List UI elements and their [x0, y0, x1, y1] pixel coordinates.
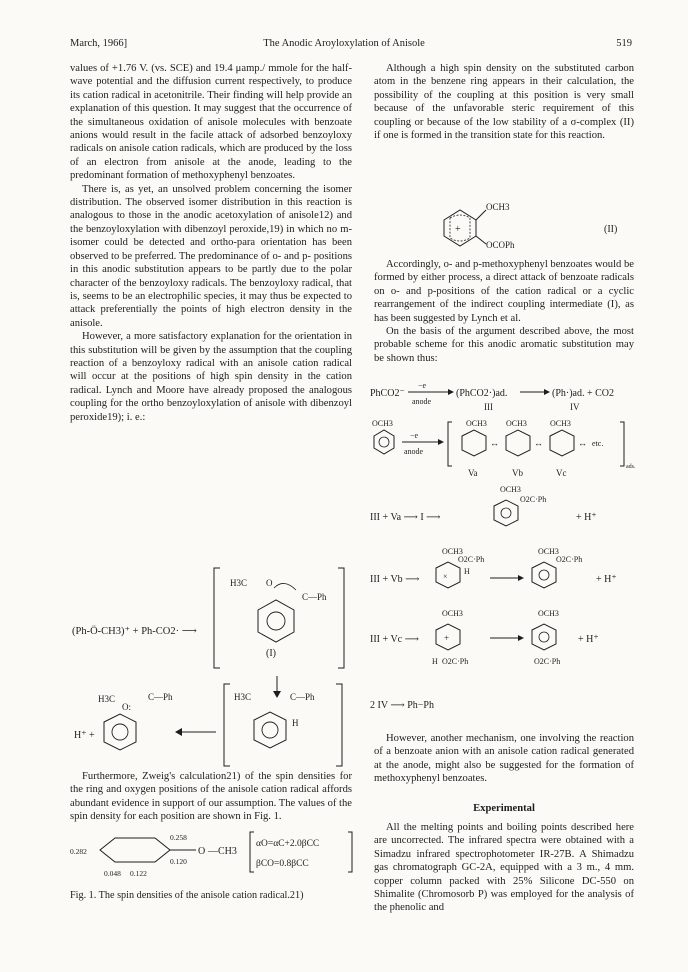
benzene-ring [258, 600, 294, 642]
benzene-ring [104, 714, 136, 750]
spin-density-value: 0.282 [70, 847, 87, 856]
benzoyloxy-label: O2C·Ph [520, 495, 547, 504]
oxygen-label: O [198, 846, 206, 857]
ring-outline [100, 838, 170, 862]
oxygen-label: O [266, 578, 273, 588]
header-date: March, 1966] [70, 38, 128, 49]
right-column-middle [374, 258, 634, 365]
methoxy-label: OCH3 [442, 547, 463, 556]
paragraph: However, a more satisfactory explanation for the orientation in this substitution will be given by the assumption that the coupling reaction of a benzoyloxy radical with an anisole cation radical will occur at the positions of high spin density in the cation radical. Lynch and Moore have already proposed the analogous coupling for the ortho benzoyloxylation of anisole with dibenzoyl peroxide19); i. e.: [70, 331, 352, 423]
compound-label: Vb [512, 468, 523, 478]
coupling-scheme-figure [70, 560, 355, 770]
compound-label: Vc [556, 468, 567, 478]
paragraph: Although a high spin density on the substituted carbon atom in the benzene ring appears in their calculation, the possibility of the coupling at this position is very small because of the unfavorable steric requirement of this coupling or because of the low stability of a σ-complex (II) if one is formed in the transition state for this reaction. [374, 63, 634, 142]
methoxy-label: OCH3 [506, 419, 527, 428]
spin-density-value: 0.258 [170, 833, 187, 842]
methoxy-label: OCH3 [550, 419, 571, 428]
intermediate-label: (I) [266, 648, 276, 659]
scheme-reactant: (Ph-Ö-CH3)⁺ + Ph-CO2· ⟶ [72, 626, 197, 637]
benzoyloxy-label: O2C·Ph [556, 555, 583, 564]
reaction-equation: III + Vc ⟶ [370, 634, 419, 645]
svg-text:↔: ↔ [578, 438, 587, 448]
equation: αO=αC+2.0βCC [256, 839, 320, 849]
benzene-ring [254, 712, 286, 748]
reaction-equation: III + Va ⟶ I ⟶ [370, 512, 441, 523]
methyl-label: —CH3 [208, 846, 237, 857]
reaction-scheme-figure [370, 382, 642, 722]
paragraph: However, another mechanism, one involving the reaction of a benzoate anion with an anisole cation radical generated at the anode, might also be suggested for the formation of methoxyphenyl benzoates. [374, 733, 634, 785]
adsorbed-label: ads. [626, 464, 636, 470]
paragraph: values of +1.76 V. (vs. SCE) and 19.4 μamp./ mmole for the half-wave potential and the diffusion current respectively, to produce its cation radical in acetonitrile. Their finding will help provide an explanation of this question. It may suggest that the occurrence of the simultaneous oxidation of anisole molecules with benzoate anions would result in the facile attack of adsorbed benzoyloxy radicals on anisole cation radicals, which are produced by the loss of an electron from anisole at the anode, leading to the predominant formation of methoxyphenyl benzoates. [70, 63, 352, 182]
benzene-ring [462, 430, 486, 456]
paragraph: There is, as yet, an unsolved problem concerning the isomer distribution. The observed isomer distribution in this reaction is analogous to those in the anodic acetoxylation of anisole12) and the benzoyloxylation with dibenzoyl peroxide,19) in which no m-isomer could be detected and ortho-para orientation has been observed to be preferred. The predominance of o- and p- positions in this anodic substitution appears to be partly due to the polar character of the benzoyloxy radicals. The benzoyloxy radical, that is, seems to be an electrophilic species, it may thus be expected to attack preferentially the points of high electron density in the anisole. [70, 183, 352, 329]
spin-density-value: 0.048 [104, 869, 121, 878]
benzoate-label: PhCO2⁻ [370, 388, 405, 399]
paragraph: On the basis of the argument described above, the most probable scheme for this anodic aromatic substitution may be shown thus: [374, 326, 634, 364]
anode-label: anode [404, 447, 424, 456]
benzoyloxy-label: O2C·Ph [442, 657, 469, 666]
hydrogen-label: H [464, 567, 470, 576]
svg-text:↔: ↔ [490, 438, 499, 448]
benzene-ring [374, 430, 394, 454]
electron-loss-label: −e [418, 382, 427, 390]
electron-loss-label: −e [410, 431, 419, 440]
reaction-equation: III + Vb ⟶ [370, 574, 420, 585]
carbonyl-ph-label: C—Ph [302, 592, 327, 602]
methoxy-label: OCH3 [486, 202, 510, 212]
methoxy-label: OCH3 [466, 419, 487, 428]
compound-label: (II) [604, 224, 618, 235]
paragraph: Accordingly, o- and p-methoxyphenyl benzoates would be formed by either process, a direct attack of benzoate radicals on o- and p-positions of the cation radical or a cyclic rearrangement of the indirect coupling intermediate (I), as has been suggested by Lynch et al. [374, 259, 634, 324]
h-plus-label: H⁺ + [74, 730, 95, 741]
benzene-ring [506, 430, 530, 456]
proton-label: + H⁺ [576, 512, 597, 523]
proton-label: + H⁺ [578, 634, 599, 645]
spin-density-value: 0.122 [130, 869, 147, 878]
paragraph: Furthermore, Zweig's calculation21) of the spin densities for the ring and oxygen positions of the anisole cation radical affords abundant evidence in support of our assumption. The values of the spin density for each position are shown in Fig. 1. [70, 771, 352, 823]
h3c-label: H3C [234, 692, 252, 702]
methoxy-label: OCH3 [372, 419, 393, 428]
h3c-label: H3C [98, 694, 116, 704]
hydrogen-label: H [292, 718, 299, 728]
phenyl-radical-label: (Ph·)ad. + CO2 [552, 388, 615, 399]
methoxy-label: OCH3 [500, 485, 521, 494]
anode-label: anode [412, 397, 432, 406]
positive-charge: + [455, 224, 461, 235]
equation: βCO=0.8βCC [256, 859, 309, 869]
oxygen-label: O: [122, 702, 131, 712]
compound-label: IV [570, 402, 580, 412]
right-column-top [374, 62, 634, 142]
methoxy-label: OCH3 [442, 609, 463, 618]
cross-mark: × [443, 572, 448, 581]
benzene-ring [494, 500, 518, 526]
header-title: The Anodic Aroyloxylation of Anisole [263, 38, 425, 49]
page-number: 519 [616, 38, 632, 49]
spin-density-value: 0.120 [170, 857, 187, 866]
h3c-label: H3C [230, 578, 248, 588]
benzoyloxy-label: OCOPh [486, 240, 515, 248]
spin-density-figure [70, 828, 355, 886]
benzene-ring [436, 562, 460, 588]
left-column-bottom [70, 770, 352, 824]
benzoyloxy-label: O2C·Ph [534, 657, 561, 666]
reaction-equation: 2 IV ⟶ Ph−Ph [370, 700, 434, 711]
proton-label: + H⁺ [596, 574, 617, 585]
sigma-complex-figure [374, 196, 634, 248]
benzene-ring [550, 430, 574, 456]
benzene-ring [532, 562, 556, 588]
benzoyloxy-label: O2C·Ph [458, 555, 485, 564]
hydrogen-label: H [432, 657, 438, 666]
etc-label: etc. [592, 439, 604, 448]
carbonyl-ph-label: C—Ph [290, 692, 315, 702]
svg-text:+: + [444, 633, 450, 643]
carbonyl-ph-label: C—Ph [148, 692, 173, 702]
methoxy-label: OCH3 [538, 609, 559, 618]
adsorbed-radical-label: (PhCO2·)ad. [456, 388, 508, 399]
right-column-bottom [374, 732, 634, 915]
paragraph: All the melting points and boiling points described here are uncorrected. The infrared spectra were obtained with a Simadzu infrared spectrophotometer IR-27B. A Shimadzu gas chromatograph GC-2A, equipped with a 3 m., 4 mm. copper column packed with 25% Silicone DC-550 on Shimalite (Chromosorb P) was employed for the analysis of the phenolic and [374, 822, 634, 914]
benzene-ring [532, 624, 556, 650]
left-column-top [70, 62, 352, 424]
fig1-caption: Fig. 1. The spin densities of the anisole cation radical.21) [70, 890, 304, 901]
svg-text:↔: ↔ [534, 438, 543, 448]
methoxy-label: OCH3 [538, 547, 559, 556]
compound-label: Va [468, 468, 478, 478]
compound-label: III [484, 402, 493, 412]
section-title: Experimental [473, 802, 535, 814]
